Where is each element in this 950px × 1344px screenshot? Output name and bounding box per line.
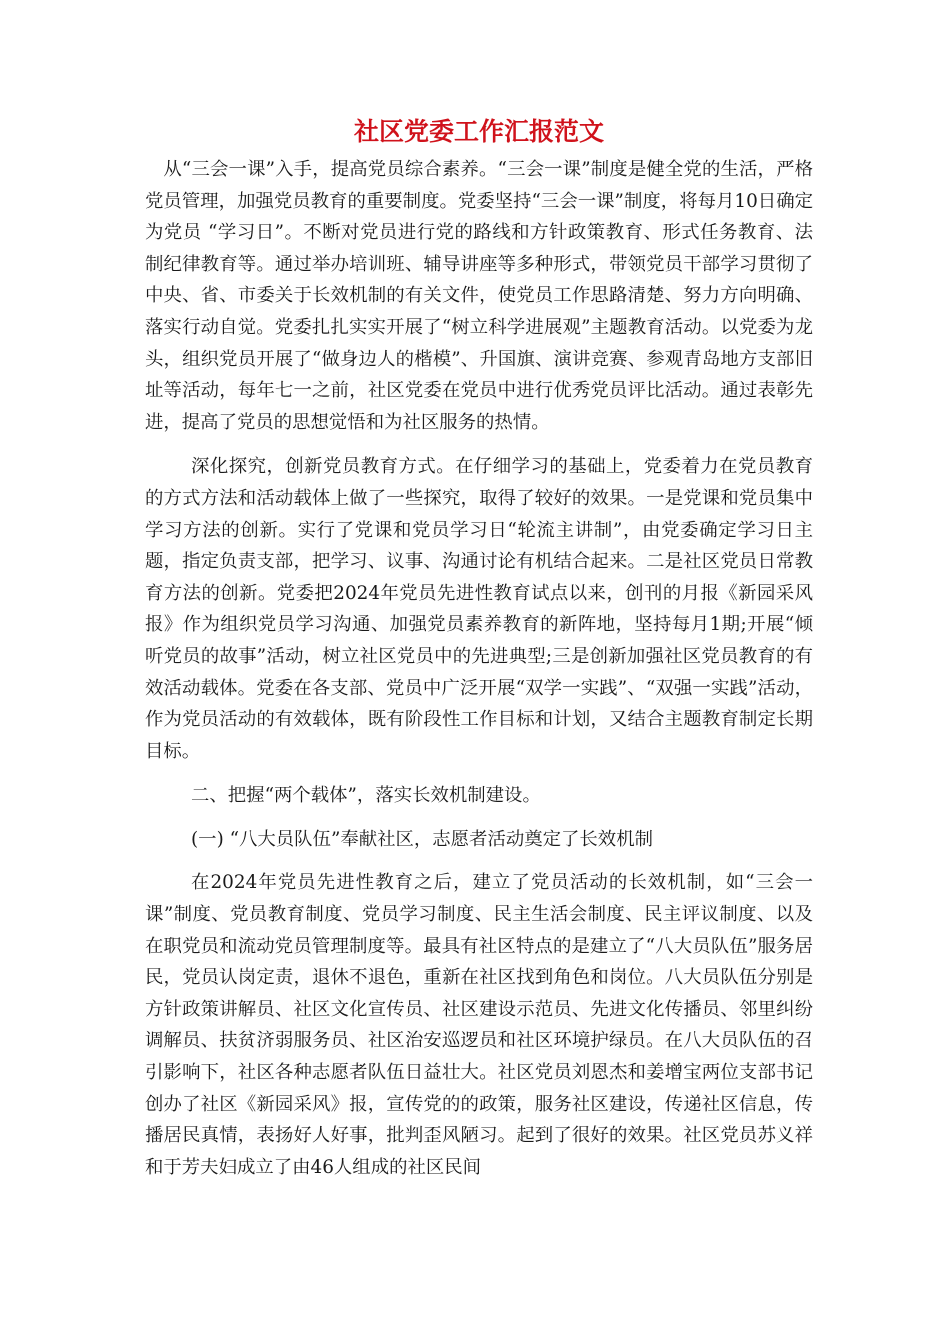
document-page [145,112,813,1183]
paragraph-education-methods: 深化探究，创新党员教育方式。在仔细学习的基础上，党委着力在党员教育的方式方法和活动载体上做了一些探究，取得了较好的效果。一是党课和党员集中学习方法的创新。实行了党课和党员学习日“轮流主讲制”，由党委确定学习日主题，指定负责支部，把学习、议事、沟通讨论有机结合起来。二是社区党员日常教育方法的创新。党委把2024年党员先进性教育试点以来，创刊的月报《新园采风报》作为组织党员学习沟通、加强党员素养教育的新阵地，坚持每月1期;开展“倾听党员的故事”活动，树立社区党员中的先进典型;三是创新加强社区党员教育的有效活动载体。党委在各支部、党员中广泛开展“双学一实践”、“双强一实践”活动，作为党员活动的有效载体，既有阶段性工作目标和计划，又结合主题教育制定长期目标。 [145,456,813,762]
subsection-heading-eight-teams: (一) “八大员队伍”奉献社区，志愿者活动奠定了长效机制 [191,828,653,850]
paragraph-three-meetings: 从“三会一课”入手，提高党员综合素养。“三会一课”制度是健全党的生活，严格党员管理，加强党员教育的重要制度。党委坚持“三会一课”制度，将每月10日确定为党员 “学习日”。不断对党员进行党的路线和方针政策教育、形式任务教育、法制纪律教育等。通过举办培训班、辅导讲座等多种形式，带领党员干部学习贯彻了中央、省、市委关于长效机制的有关文件，使党员工作思路清楚、努力方向明确、落实行动自觉。党委扎扎实实开展了“树立科学进展观”主题教育活动。以党委为龙头，组织党员开展了“做身边人的楷模”、升国旗、演讲竞赛、参观青岛地方支部旧址等活动，每年七一之前，社区党委在党员中进行优秀党员评比活动。通过表彰先进，提高了党员的思想觉悟和为社区服务的热情。 [145,159,813,433]
document-title: 社区党委工作汇报范文 [353,117,604,146]
paragraph-long-term-mechanism: 在2024年党员先进性教育之后，建立了党员活动的长效机制，如“三会一课”制度、党员教育制度、党员学习制度、民主生活会制度、民主评议制度、以及在职党员和流动党员管理制度等。最具有社区特点的是建立了“八大员队伍”服务居民，党员认岗定责，退休不退色，重新在社区找到角色和岗位。八大员队伍分别是方针政策讲解员、社区文化宣传员、社区建设示范员、先进文化传播员、邻里纠纷调解员、扶贫济弱服务员、社区治安巡逻员和社区环境护绿员。在八大员队伍的召引影响下，社区各种志愿者队伍日益壮大。社区党员刘恩杰和姜增宝两位支部书记创办了社区《新园采风》报，宣传党的的政策，服务社区建设，传递社区信息，传播居民真情，表扬好人好事，批判歪风陋习。起到了很好的效果。社区党员苏义祥和于芳夫妇成立了由46人组成的社区民间 [145,872,813,1178]
section-heading-two-carriers: 二、把握“两个载体”，落实长效机制建设。 [191,785,541,807]
